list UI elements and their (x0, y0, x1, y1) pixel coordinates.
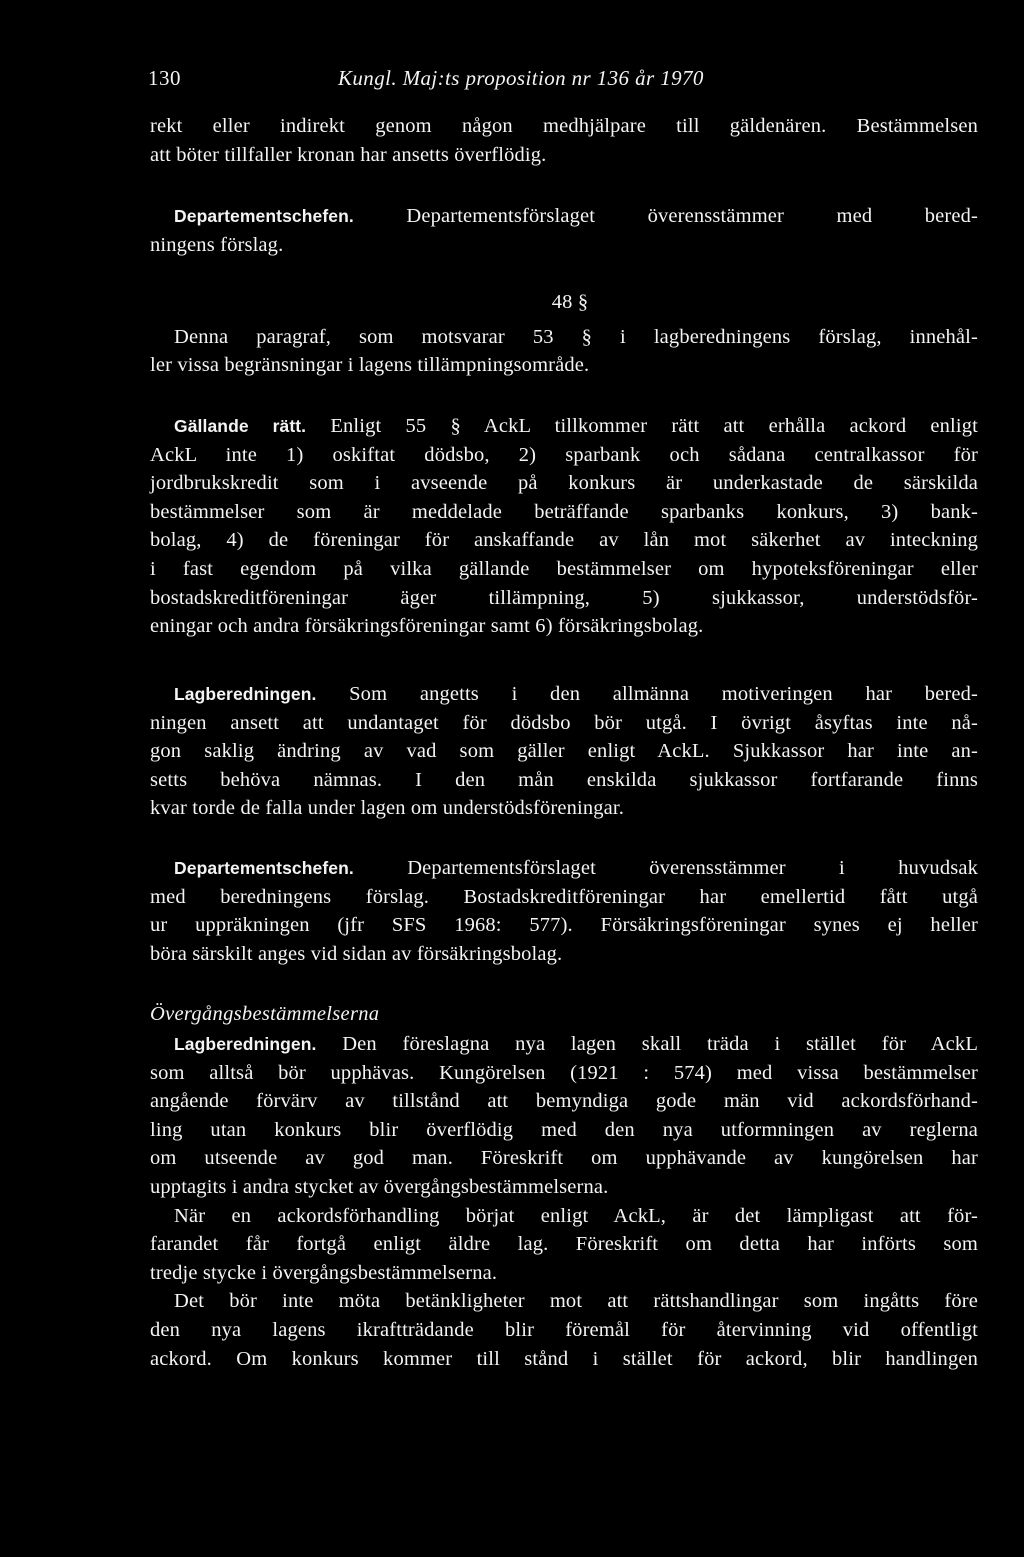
text-line (150, 680, 978, 709)
paragraph-departementschefen-1 (150, 202, 978, 259)
page-header (148, 66, 978, 96)
text-line: Denna paragraf, som motsvarar 53 § i lagberedningens förslag, innehål- (174, 325, 978, 348)
text-line: AckL inte 1) oskiftat dödsbo, 2) sparbank och sådana centralkassor för (150, 443, 978, 466)
paragraph-continuation (150, 112, 978, 169)
text-line: ningen ansett att undantaget för dödsbo bör utgå. I övrigt åsyftas inte nå- (150, 711, 978, 734)
text-line: att böter tillfaller kronan har ansetts överflödig. (150, 143, 547, 166)
text-line: ackord. Om konkurs kommer till stånd i stället för ackord, blir handlingen (150, 1347, 978, 1370)
text-line: ur uppräkningen (jfr SFS 1968: 577). Försäkringsföreningar synes ej heller (150, 914, 978, 937)
text-line: bolag, 4) de föreningar för anskaffande av lån mot säkerhet av inteckning (150, 529, 978, 552)
text-line (150, 1030, 978, 1059)
run-in-heading: Gällande rätt. (174, 416, 307, 436)
text-line: jordbrukskredit som i avseende på konkurs är underkastade de särskilda (150, 472, 978, 495)
text-line: När en ackordsförhandling börjat enligt AckL, är det lämpligast att för- (174, 1204, 978, 1227)
text-line (150, 412, 978, 441)
section-heading: Övergångsbestämmelserna (150, 1003, 380, 1025)
text-line: böra särskilt anges vid sidan av försäkringsbolag. (150, 942, 563, 965)
text-line: Det bör inte möta betänkligheter mot att rättshandlingar som ingåtts före (174, 1290, 978, 1313)
paragraph-gallande-ratt (150, 412, 978, 641)
page-number: 130 (148, 66, 181, 90)
text-line-body: Som angetts i den allmänna motiveringen har bered- (316, 683, 978, 705)
text-line: om utseende av god man. Föreskrift om upphävande av kungörelsen har (150, 1147, 978, 1170)
text-line: ler vissa begränsningar i lagens tillämpningsområde. (150, 354, 590, 377)
paragraph-lagberedningen-1 (150, 680, 978, 823)
text-line-body: Departementsförslaget överensstämmer med bered- (353, 205, 978, 227)
run-in-heading: Departementschefen. (174, 206, 354, 226)
text-line: som alltså bör upphävas. Kungörelsen (1921 : 574) med vissa bestämmelser (150, 1061, 978, 1084)
text-line-body: Departementsförslaget överensstämmer i huvudsak (353, 857, 978, 879)
text-line: med beredningens förslag. Bostadskreditföreningar har emellertid fått utgå (150, 885, 978, 908)
text-line: setts behöva nämnas. I den mån enskilda sjukkassor fortfarande finns (150, 768, 978, 791)
text-line: farandet får fortgå enligt äldre lag. Föreskrift om detta har införts som (150, 1233, 978, 1256)
run-in-heading: Lagberedningen. (174, 684, 317, 704)
text-line-body: Den föreslagna nya lagen skall träda i stället för AckL (316, 1033, 978, 1055)
text-line: den nya lagens ikraftträdande blir föremål för återvinning vid offentligt (150, 1318, 978, 1341)
text-line (150, 202, 978, 231)
paragraph-lagberedningen-2 (150, 1030, 978, 1373)
paragraph-departementschefen-2 (150, 854, 978, 968)
text-line: tredje stycke i övergångsbestämmelserna. (150, 1261, 498, 1284)
paragraph-48 (150, 288, 978, 380)
section-number: 48 § (551, 291, 589, 313)
text-line: gon saklig ändring av vad som gäller enligt AckL. Sjukkassor har inte an- (150, 740, 978, 763)
run-in-heading: Lagberedningen. (174, 1034, 317, 1054)
text-line: upptagits i andra stycket av övergångsbestämmelserna. (150, 1175, 609, 1198)
text-line: bostadskreditföreningar äger tillämpning, 5) sjukkassor, understödsför- (150, 586, 978, 609)
text-line (150, 854, 978, 883)
text-line: eningar och andra försäkringsföreningar samt 6) försäkringsbolag. (150, 615, 704, 638)
text-line: kvar torde de falla under lagen om understödsföreningar. (150, 797, 625, 820)
running-title: Kungl. Maj:ts proposition nr 136 år 1970 (338, 66, 704, 90)
run-in-heading: Departementschefen. (174, 858, 354, 878)
text-line: ningens förslag. (150, 233, 284, 256)
text-line: bestämmelser som är meddelade beträffande sparbanks konkurs, 3) bank- (150, 500, 978, 523)
text-line: i fast egendom på vilka gällande bestämmelser om hypoteksföreningar eller (150, 557, 978, 580)
text-line: angående förvärv av tillstånd att bemyndiga gode män vid ackordsförhand- (150, 1090, 978, 1113)
text-line: rekt eller indirekt genom någon medhjälpare till gäldenären. Bestämmelsen (150, 115, 978, 137)
section-heading-block (150, 1000, 978, 1029)
text-line-body: Enligt 55 § AckL tillkommer rätt att erhålla ackord enligt (306, 415, 978, 437)
text-line: ling utan konkurs blir överflödig med den nya utformningen av reglerna (150, 1118, 978, 1141)
